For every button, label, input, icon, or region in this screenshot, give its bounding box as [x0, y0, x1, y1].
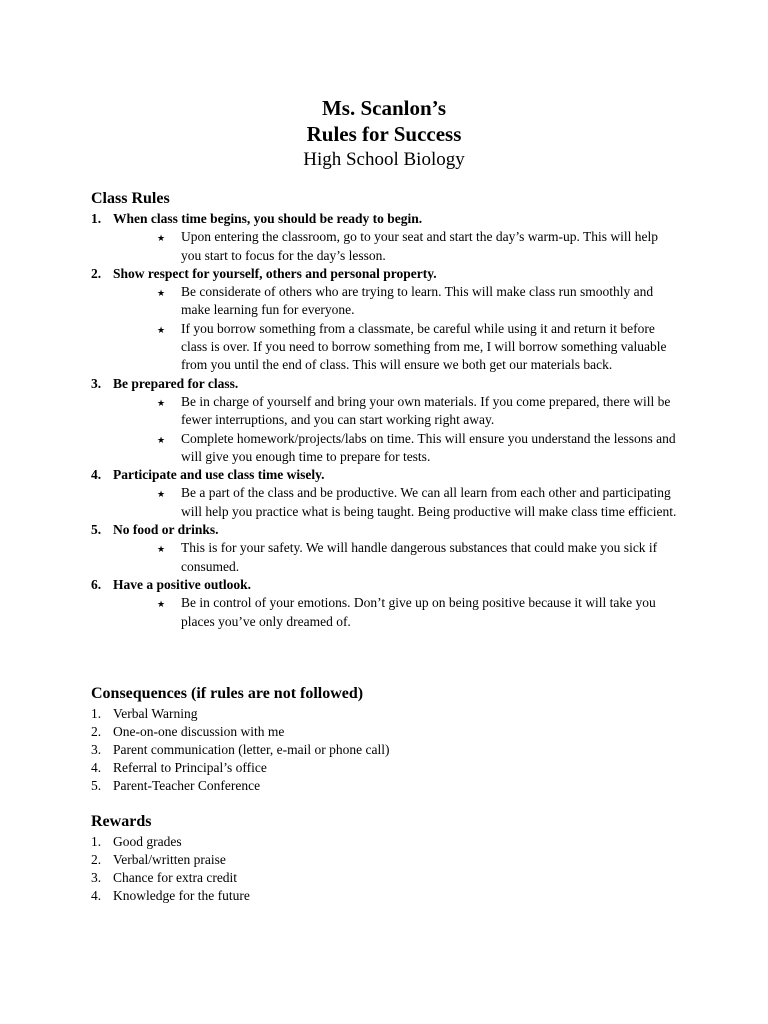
- reward-item: [91, 851, 691, 869]
- class-rule-bullets: [91, 228, 691, 265]
- class-rule-number: 2.: [91, 265, 102, 281]
- class-rule-title: [91, 265, 691, 283]
- class-rule-title: [91, 210, 691, 228]
- consequence-item-number: 3.: [91, 742, 102, 757]
- class-rule-bullet-text: Upon entering the classroom, go to your seat and start the day’s warm-up. This will help you start to focus for the day’s lesson.: [181, 229, 659, 263]
- class-rule-bullet-text: Be in control of your emotions. Don’t give up on being positive because it will take you places you’ve only dreamed of.: [181, 595, 656, 629]
- class-rule-bullets: [91, 283, 691, 374]
- class-rule-title: [91, 576, 691, 594]
- class-rule-bullet: [91, 393, 681, 430]
- class-rule-bullet: [91, 320, 681, 375]
- class-rule-number: 4.: [91, 467, 102, 483]
- consequence-item-number: 2.: [91, 724, 102, 739]
- star-icon: ★: [157, 288, 166, 299]
- class-rule-title-text: Participate and use class time wisely.: [113, 467, 325, 483]
- class-rule-bullet-text: This is for your safety. We will handle dangerous substances that could make you sick if consumed.: [181, 540, 658, 574]
- class-rule-number: 3.: [91, 375, 102, 391]
- consequence-item-text: Parent-Teacher Conference: [113, 778, 261, 793]
- class-rule-bullet: [91, 594, 681, 631]
- reward-item-number: 4.: [91, 888, 102, 903]
- consequence-item-text: One-on-one discussion with me: [113, 724, 285, 739]
- class-rule-title-text: Be prepared for class.: [113, 375, 239, 391]
- class-rule-bullet-text: Be considerate of others who are trying to learn. This will make class run smoothly and make learning fun for everyone.: [181, 284, 654, 318]
- class-rule-bullet-text: Complete homework/projects/labs on time. This will ensure you understand the lessons and will give you enough time to prepare for tests.: [181, 430, 676, 464]
- class-rule-item: [91, 265, 691, 375]
- consequence-item-number: 5.: [91, 778, 102, 793]
- teacher-name-title: Ms. Scanlon’s: [321, 96, 447, 120]
- class-rule-bullet: [91, 484, 681, 521]
- consequence-item: [91, 705, 691, 723]
- consequences-list: [91, 705, 691, 795]
- course-subtitle: High School Biology: [303, 149, 465, 170]
- star-icon: ★: [157, 434, 166, 445]
- class-rule-item: [91, 576, 691, 631]
- class-rule-item: [91, 375, 691, 466]
- class-rule-bullets: [91, 539, 691, 576]
- reward-item-number: 3.: [91, 870, 102, 885]
- reward-item: [91, 833, 691, 851]
- consequence-item-text: Verbal Warning: [113, 706, 198, 721]
- class-rule-number: 1.: [91, 211, 102, 226]
- class-rule-number: 6.: [91, 576, 102, 592]
- class-rules-heading: Class Rules: [91, 190, 170, 207]
- reward-item-text: Good grades: [113, 834, 182, 849]
- consequences-section: [91, 684, 691, 795]
- class-rule-title-text: Show respect for yourself, others and personal property.: [113, 265, 437, 281]
- reward-item-number: 2.: [91, 852, 102, 867]
- class-rule-bullet: [91, 283, 681, 320]
- class-rule-bullets: [91, 594, 691, 631]
- star-icon: ★: [157, 489, 166, 500]
- class-rule-item: [91, 521, 691, 576]
- consequences-heading: Consequences (if rules are not followed): [91, 685, 364, 702]
- class-rule-title-text: When class time begins, you should be ready to begin.: [113, 211, 423, 226]
- consequence-item-number: 4.: [91, 760, 102, 775]
- reward-item-text: Chance for extra credit: [113, 870, 238, 885]
- star-icon: ★: [157, 324, 166, 335]
- class-rule-bullet-text: Be a part of the class and be productive. We can all learn from each other and participating will help you practice what is being taught. Being productive will make class time efficient.: [181, 485, 677, 519]
- reward-item-text: Knowledge for the future: [113, 888, 250, 903]
- class-rule-bullet: [91, 539, 681, 576]
- class-rule-title-text: No food or drinks.: [113, 522, 219, 538]
- class-rule-bullet: [91, 228, 681, 265]
- consequence-item: [91, 741, 691, 759]
- class-rule-bullet-text: Be in charge of yourself and bring your own materials. If you come prepared, there will be fewer interruptions, and you can start working right away.: [181, 393, 671, 428]
- reward-item: [91, 887, 691, 905]
- document-header: [0, 95, 768, 173]
- rewards-list: [91, 833, 691, 905]
- class-rule-item: [91, 466, 691, 521]
- class-rule-item: [91, 210, 691, 265]
- class-rule-bullet-text: If you borrow something from a classmate, be careful while using it and return it before class is over. If you need to borrow something from me, I will borrow something valuable from you until the end of class. This will ensure we both get our materials back.: [181, 320, 667, 373]
- consequence-item: [91, 723, 691, 741]
- class-rule-title-text: Have a positive outlook.: [113, 576, 252, 592]
- reward-item-text: Verbal/written praise: [113, 852, 226, 867]
- consequence-item: [91, 777, 691, 795]
- star-icon: ★: [157, 233, 166, 244]
- star-icon: ★: [157, 544, 166, 555]
- reward-item: [91, 869, 691, 887]
- reward-item-number: 1.: [91, 834, 102, 849]
- star-icon: ★: [157, 599, 166, 610]
- class-rule-title: [91, 466, 691, 484]
- document-title: Rules for Success: [306, 122, 462, 146]
- star-icon: ★: [157, 397, 166, 408]
- class-rule-bullets: [91, 484, 691, 521]
- consequence-item-text: Referral to Principal’s office: [113, 760, 267, 775]
- rewards-section: [91, 812, 691, 905]
- class-rule-bullet: [91, 430, 681, 467]
- class-rules-list: [91, 210, 691, 631]
- consequence-item-text: Parent communication (letter, e-mail or phone call): [113, 742, 390, 757]
- consequence-item: [91, 759, 691, 777]
- consequence-item-number: 1.: [91, 706, 102, 721]
- class-rules-section: [91, 189, 691, 631]
- class-rule-number: 5.: [91, 522, 102, 538]
- class-rule-bullets: [91, 393, 691, 466]
- class-rule-title: [91, 521, 691, 539]
- rewards-heading: Rewards: [91, 813, 152, 830]
- class-rule-title: [91, 375, 691, 393]
